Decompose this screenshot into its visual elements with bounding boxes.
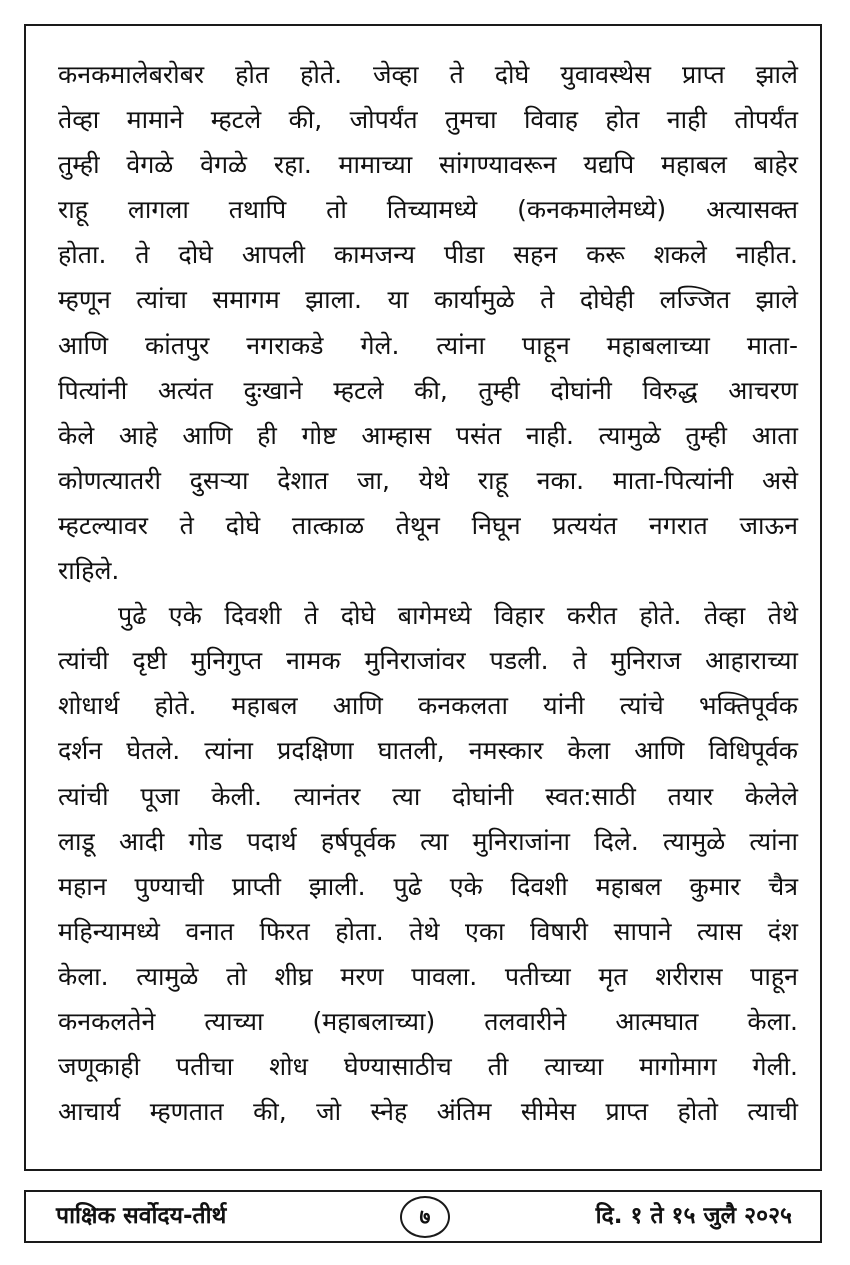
text-line: महिन्यामध्ये वनात फिरत होता. तेथे एका विषारी सापाने त्यास दंश bbox=[58, 916, 798, 946]
text-line: केला. त्यामुळे तो शीघ्र मरण पावला. पतीच्या मृत शरीरास पाहून bbox=[58, 961, 798, 991]
text-line: पित्यांनी अत्यंत दुःखाने म्हटले की, तुम्ही दोघांनी विरुद्ध आचरण bbox=[58, 375, 798, 405]
text-line: कनकलतेने त्याच्या (महाबलाच्या) तलवारीने आत्मघात केला. bbox=[58, 1006, 798, 1036]
text-line: लाडू आदी गोड पदार्थ हर्षपूर्वक त्या मुनिराजांना दिले. त्यामुळे त्यांना bbox=[58, 826, 798, 856]
text-line: शोधार्थ होते. महाबल आणि कनकलता यांनी त्यांचे भक्तिपूर्वक bbox=[58, 691, 798, 721]
publication-name: पाक्षिक सर्वोदय-तीर्थ bbox=[56, 1203, 227, 1229]
issue-date: दि. १ ते १५ जुलै २०२५ bbox=[595, 1203, 792, 1229]
text-line: राहू लागला तथापि तो तिच्यामध्ये (कनकमालेमध्ये) अत्यासक्त bbox=[58, 195, 798, 225]
text-line: आणि कांतपुर नगराकडे गेले. त्यांना पाहून महाबलाच्या माता- bbox=[58, 330, 798, 360]
text-line: तुम्ही वेगळे वेगळे रहा. मामाच्या सांगण्यावरून यद्यपि महाबल बाहेर bbox=[58, 150, 798, 180]
body-text bbox=[58, 52, 798, 1134]
paragraph-start-line: पुढे एके दिवशी ते दोघे बागेमध्ये विहार करीत होते. तेव्हा तेथे bbox=[118, 601, 798, 631]
text-line: कोणत्यातरी दुसऱ्या देशात जा, येथे राहू नका. माता-पित्यांनी असे bbox=[58, 465, 798, 495]
page-footer bbox=[24, 1190, 822, 1243]
text-line: होता. ते दोघे आपली कामजन्य पीडा सहन करू शकले नाहीत. bbox=[58, 240, 798, 270]
text-line: जणूकाही पतीचा शोध घेण्यासाठीच ती त्याच्या मागोमाग गेली. bbox=[58, 1052, 798, 1082]
text-line: महान पुण्याची प्राप्ती झाली. पुढे एके दिवशी महाबल कुमार चैत्र bbox=[58, 871, 798, 901]
paragraph-end-line: राहिले. bbox=[58, 556, 120, 586]
text-line: आचार्य म्हणतात की, जो स्नेह अंतिम सीमेस प्राप्त होतो त्याची bbox=[58, 1097, 798, 1127]
text-line: कनकमालेबरोबर होत होते. जेव्हा ते दोघे युवावस्थेस प्राप्त झाले bbox=[58, 60, 798, 89]
text-line: त्यांची पूजा केली. त्यानंतर त्या दोघांनी स्वत:साठी तयार केलेले bbox=[58, 781, 798, 811]
text-line: त्यांची दृष्टी मुनिगुप्त नामक मुनिराजांवर पडली. ते मुनिराज आहाराच्या bbox=[58, 646, 798, 676]
page-content-frame bbox=[24, 24, 822, 1171]
text-line: केले आहे आणि ही गोष्ट आम्हास पसंत नाही. त्यामुळे तुम्ही आता bbox=[58, 420, 798, 450]
text-line: तेव्हा मामाने म्हटले की, जोपर्यंत तुमचा विवाह होत नाही तोपर्यंत bbox=[58, 105, 798, 135]
text-line: दर्शन घेतले. त्यांना प्रदक्षिणा घातली, नमस्कार केला आणि विधिपूर्वक bbox=[58, 736, 798, 766]
text-line: म्हटल्यावर ते दोघे तात्काळ तेथून निघून प्रत्ययंत नगरात जाऊन bbox=[58, 510, 798, 540]
page-number: ७ bbox=[400, 1196, 450, 1238]
text-line: म्हणून त्यांचा समागम झाला. या कार्यामुळे ते दोघेही लज्जित झाले bbox=[58, 285, 798, 315]
